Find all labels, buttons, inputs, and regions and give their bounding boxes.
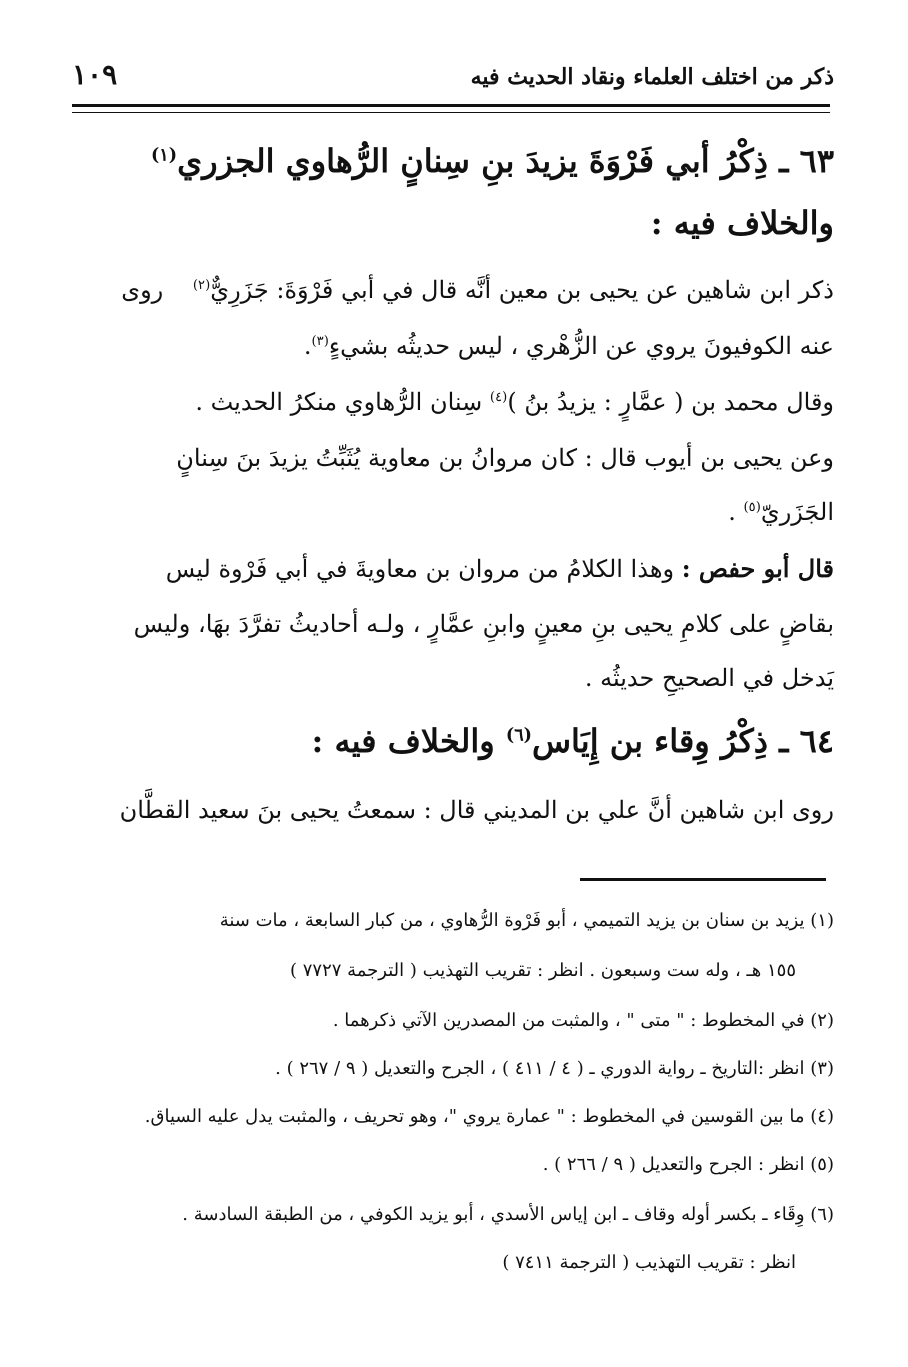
s63-p3-line1: وعن يحيى بن أيوب قال : كان مروانُ بن معاوية يُثَبِّتُ يزيدَ بنَ سِنانٍ: [176, 444, 834, 472]
header-rule-thick: [72, 104, 830, 107]
s63-p4-speaker: قال أبو حفص :: [681, 554, 834, 583]
footnote-4: (٤) ما بين القوسين في المخطوط : " عمارة يروي "، وهو تحريف ، والمثبت يدل عليه السياق.: [144, 1106, 834, 1127]
s63-p1-line1-text: ذكر ابن شاهين عن يحيى بن معين أنَّه قال في أبي فَرْوَةَ: جَزَرِيٌّ: [210, 276, 834, 304]
footnote-6-line1: (٦) وِقَاء ـ بكسر أوله وقاف ـ ابن إياس الأسدي ، أبو يزيد الكوفي ، من الطبقة السادسة .: [182, 1204, 834, 1225]
section-64-heading: [312, 722, 834, 760]
s63-p1-line1-end: روى: [121, 276, 164, 304]
s63-p3-line2-end: .: [728, 498, 736, 526]
footnote-1-line1: (١) يزيد بن سنان بن يزيد التميمي ، أبو فَرْوة الرُّهاوي ، من كبار السابعة ، مات سنة: [219, 910, 834, 931]
s63-p1-line1: [121, 276, 834, 304]
footnote-ref-3[interactable]: (٣): [311, 334, 329, 349]
footnote-3: (٣) انظر :التاريخ ـ رواية الدوري ـ ( ٤ / ٤١١ ) ، الجرح والتعديل ( ٩ / ٢٦٧ ) .: [275, 1058, 834, 1079]
s63-p2-end: سِنان الرُّهاوي منكرُ الحديث .: [195, 388, 483, 416]
footnote-1-line2: ١٥٥ هـ ، وله ست وسبعون . انظر : تقريب التهذيب ( الترجمة ٧٧٢٧ ): [289, 960, 796, 981]
s63-p2-start: وقال محمد بن ( عمَّارٍ : يزيدُ بنُ ): [507, 388, 834, 416]
page-number: ١٠٩: [72, 58, 118, 91]
footnote-5: (٥) انظر : الجرح والتعديل ( ٩ / ٢٦٦ ) .: [542, 1154, 834, 1175]
s63-p4-line1-text: وهذا الكلامُ من مروان بن معاويةَ في أبي فَرْوة ليس: [165, 555, 675, 583]
footnote-ref-5[interactable]: (٥): [743, 500, 761, 515]
footnote-2: (٢) في المخطوط : " متى " ، والمثبت من المصدرين الآتي ذكرهما .: [332, 1010, 834, 1031]
header-rule-thin: [72, 112, 830, 113]
footnote-separator: [580, 878, 826, 881]
s63-p4-line2: بقاضٍ على كلامِ يحيى بنِ معينٍ وابنِ عمَّارٍ ، ولـه أحاديثُ تفرَّدَ بهَا، وليس: [133, 610, 834, 638]
section-63-heading-line1: [151, 142, 834, 180]
footnote-6-line2: انظر : تقريب التهذيب ( الترجمة ٧٤١١ ): [502, 1252, 796, 1273]
footnote-ref-4[interactable]: (٤): [489, 390, 508, 405]
s63-p3-line2: [728, 498, 834, 526]
running-header-title: ذكر من اختلف العلماء ونقاد الحديث فيه: [470, 64, 834, 90]
section-63-heading-text: ٦٣ ـ ذِكْرُ أبي فَرْوَةَ يزيدَ بنِ سِنانٍ الرُّهاوي الجزري: [177, 142, 834, 180]
footnote-ref-6[interactable]: (٦): [505, 724, 532, 746]
s64-p1-line1: روى ابن شاهين أنَّ علي بن المديني قال : سمعتُ يحيى بنَ سعيد القطَّان: [119, 796, 834, 824]
s63-p4-line3: يَدخل في الصحيحِ حديثُه .: [584, 664, 834, 692]
footnote-ref-1[interactable]: (١): [150, 144, 178, 166]
section-63-heading-line2: والخلاف فيه :: [650, 204, 834, 242]
s63-p4-line1: [166, 554, 834, 583]
footnote-ref-2[interactable]: (٢): [192, 278, 211, 293]
s63-p1-line2-text: عنه الكوفيونَ يروي عن الزُّهْري ، ليس حديثُه بشيءٍ: [328, 332, 834, 360]
s63-p1-line2: عنه الكوفيونَ يروي عن الزُّهْري ، ليس حديثُه بشيءٍ$^{(٣)}$.: [303, 332, 834, 360]
section-64-heading-end: والخلاف فيه :: [311, 722, 495, 760]
s63-p3-line2-text: الجَزَريّ: [760, 498, 834, 526]
s63-p2: [195, 388, 834, 416]
section-64-heading-start: ٦٤ ـ ذِكْرُ وِقاء بن إِيَاس: [531, 722, 834, 760]
